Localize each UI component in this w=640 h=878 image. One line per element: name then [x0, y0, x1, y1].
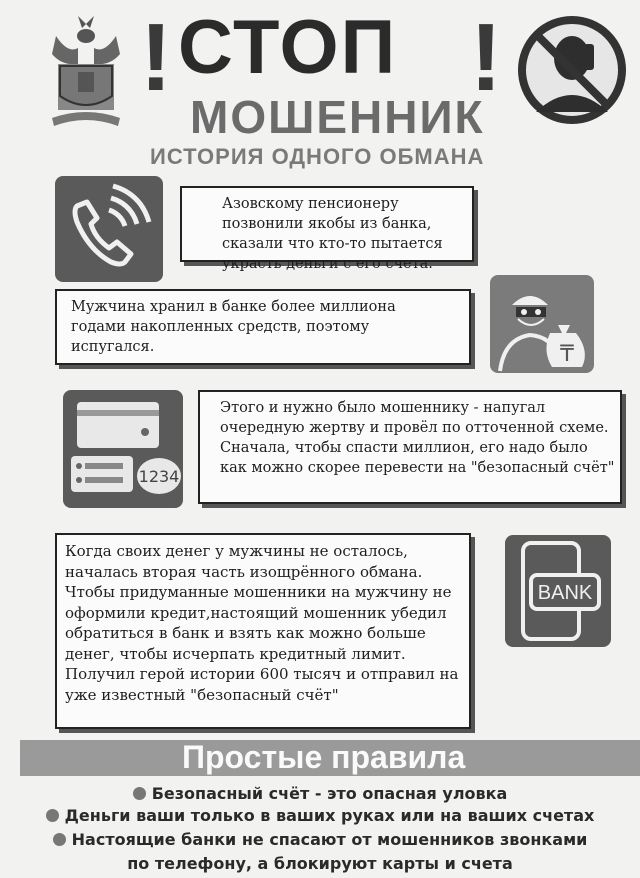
exclamation-left: !: [140, 4, 172, 111]
bank-phone-icon: [505, 535, 611, 647]
rule-item-continuation: по телефону, а блокируют карты и счета: [127, 854, 513, 873]
exclamation-right: !: [470, 4, 502, 111]
story-text-1: Азовскому пенсионеру позвонили якобы из банка, сказали что кто-то пытается украсть деньги с его счета.: [222, 196, 443, 272]
bullet-icon: [133, 787, 146, 800]
page-title: СТОП: [178, 5, 398, 90]
story-bubble-3: [198, 390, 622, 504]
page-tagline: ИСТОРИЯ ОДНОГО ОБМАНА: [150, 144, 485, 169]
bank-card-code-icon: [63, 390, 183, 508]
coat-of-arms-icon: [48, 14, 124, 132]
story-bubble-2: [55, 289, 471, 365]
rule-item: Деньги ваши только в ваших руках или на ваших счетах: [0, 806, 640, 825]
bullet-icon: [53, 833, 66, 846]
story-text-2: Мужчина хранил в банке более миллиона годами накопленных средств, поэтому испугался.: [71, 299, 396, 355]
story-text-3: Этого и нужно было мошеннику - напугал очередную жертву и провёл по отточенной схеме. Сначала, чтобы спасти миллион, его надо было как можно скорее перевести на "безопасный счёт": [220, 400, 615, 476]
bank-label: BANK: [537, 582, 593, 604]
thief-with-money-bag-icon: [490, 275, 594, 373]
rules-title: Простые правила: [182, 739, 466, 775]
bullet-icon: [46, 809, 59, 822]
svg-text:₸: ₸: [560, 342, 574, 367]
story-text-4: Когда своих денег у мужчины не осталось, началась вторая часть изощрённого обмана. Чтобы придуманные мошенники на мужчину не оформили кредит,настоящий мошенник убедил обратиться в банк и взять как можно больше денег, чтобы исчерпать кредитный лимит. Получил герой истории 600 тысяч и отправил на уже известный "безопасный счёт": [65, 542, 459, 704]
phone-ringing-icon: [55, 176, 163, 282]
no-phone-call-icon: [516, 14, 628, 126]
rule-item: Настоящие банки не спасают от мошенников звонками: [0, 830, 640, 849]
page-subtitle: МОШЕННИК: [190, 91, 485, 143]
card-code-label: 1234: [138, 467, 180, 486]
story-bubble-4: [55, 533, 471, 729]
story-bubble-1: [180, 186, 474, 272]
rule-item: Безопасный счёт - это опасная уловка: [0, 784, 640, 803]
